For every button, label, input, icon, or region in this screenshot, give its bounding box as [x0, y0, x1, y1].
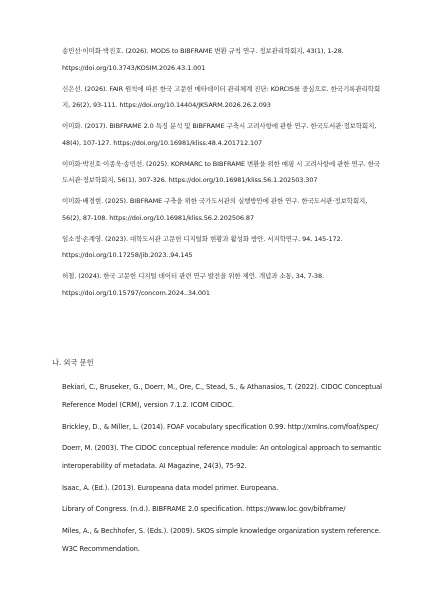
reference-entry: Brickley, D., & Miller, L. (2014). FOAF vocabulary specification 0.99. http://xmlns.com/foaf/spec/ [62, 422, 379, 431]
reference-entry: 허철. (2024). 한국 고문헌 디지털 데이터 관련 연구 발전을 위한 제언. 개념과 소통, 34, 7-38. https://doi.org/10.15797/concom.2024..34.001 [62, 272, 324, 297]
reference-entry: Miles, A., & Bechhofer, S. (Eds.). (2009). SKOS simple knowledge organization system reference. W3C Recommendation. [62, 526, 381, 553]
foreign-literature-heading: 나. 외국 문헌 [52, 358, 94, 367]
korean-reference-list [62, 43, 382, 301]
foreign-reference-list [62, 378, 382, 561]
reference-entry: Library of Congress. (n.d.). BIBFRAME 2.0 specification. https://www.loc.gov/bibframe/ [62, 505, 346, 513]
reference-entry: 송민선·이미화·박진호. (2026). MODS to BIBFRAME 변환 규칙 연구. 정보관리학회지, 43(1), 1-28. https://doi.org/10.3743/KOSIM.2026.43.1.001 [62, 47, 344, 72]
reference-entry: Isaac, A. (Ed.). (2013). Europeana data model primer. Europeana. [62, 483, 279, 492]
reference-entry: 이미화·배경현. (2025). BIBFRAME 구축을 위한 국가도서관의 실행방안에 관한 연구. 한국도서관·정보학회지, 56(2), 87-108. https://doi.org/10.16981/kliss.56.2.202506.87 [62, 197, 368, 222]
reference-entry: 이미화. (2017). BIBFRAME 2.0 특징 분석 및 BIBFRAME 구축시 고려사항에 관한 연구. 한국도서관·정보학회지, 48(4), 107-127. https://doi.org/10.16981/kliss.48.4.201712.107 [62, 122, 377, 147]
reference-entry: 이미화·박진호·이종욱·송민선. (2025). KORMARC to BIBFRAME 변환을 위한 매핑 시 고려사항에 관한 연구. 한국도서관·정보학회지, 56(1), 307-326. https://doi.org/10.16981/kliss.56.1.202503.307 [62, 159, 381, 184]
reference-entry: 임소정·손계영. (2023). 대학도서관 고문헌 디지털화 현황과 활성화 방안. 서지학연구, 94, 145-172. https://doi.org/10.17258/jib.2023..94.145 [62, 234, 343, 259]
reference-entry: Doerr, M. (2003). The CIDOC conceptual reference module: An ontological approach to semantic interoperability of metadata. AI Magazine, 24(3), 75-92. [62, 444, 382, 470]
reference-entry: Bekiari, C., Bruseker, G., Doerr, M., Ore, C., Stead, S., & Athanasios, T. (2022). CIDOC Conceptual Reference Model (CRM), version 7.1.2. ICOM CIDOC. [62, 383, 382, 409]
reference-entry: 신은선. (2026). FAIR 원칙에 따른 한국 고문헌 메타데이터 관리체계 진단: KORCIS를 중심으로. 한국기록관리학회지, 26(2), 93-111. https://doi.org/10.14404/JKSARM.2026.26.2.093 [62, 84, 381, 109]
